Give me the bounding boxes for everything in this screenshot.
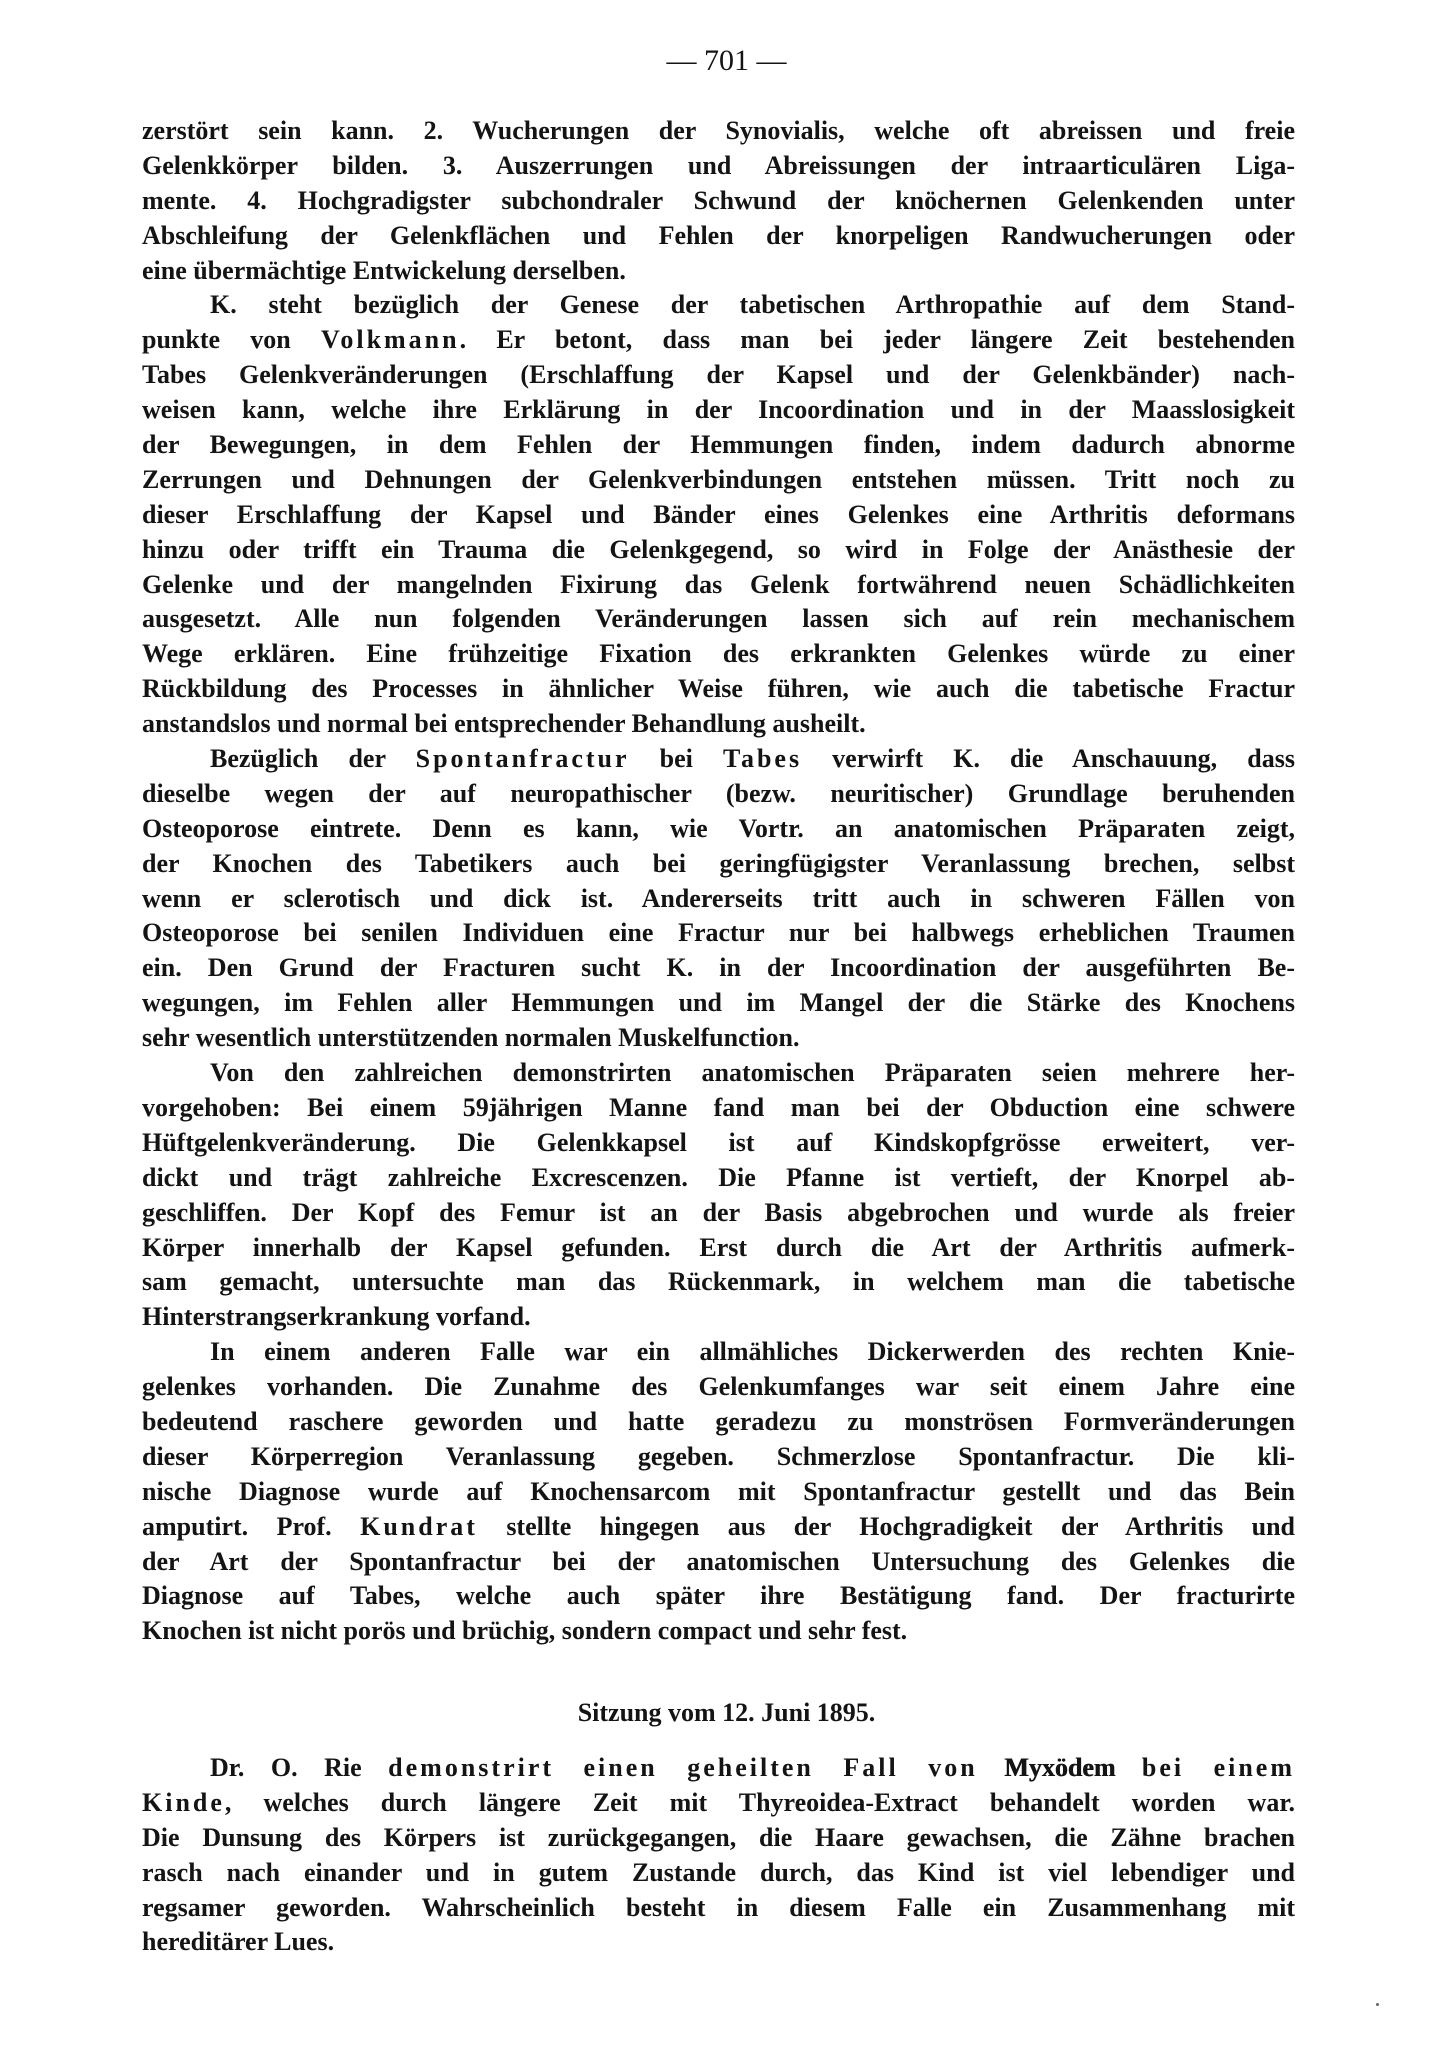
text-line bbox=[142, 1196, 1295, 1231]
text-line bbox=[142, 254, 1295, 289]
text-run: eine übermächtige Entwickelung derselben. bbox=[142, 255, 626, 285]
text-line bbox=[142, 1751, 1295, 1786]
text-run: Die Dunsung des Körpers ist zurückgegangen, die Haare gewachsen, die Zähne brachen bbox=[142, 1822, 1295, 1852]
text-run: geschliffen. Der Kopf des Femur ist an der Basis abgebrochen und wurde als freier bbox=[142, 1197, 1295, 1227]
text-run: ein. Den Grund der Fracturen sucht K. in der Incoordination der ausgeführten Be- bbox=[142, 953, 1295, 983]
text-line bbox=[142, 288, 1295, 323]
text-line bbox=[142, 463, 1295, 498]
text-line bbox=[142, 219, 1295, 254]
paragraph bbox=[142, 1335, 1295, 1649]
text-line bbox=[142, 1856, 1295, 1891]
text-run: In einem anderen Falle war ein allmähliches Dickerwerden des rechten Knie- bbox=[210, 1337, 1295, 1367]
spaced-emphasis: bei einem bbox=[1141, 1753, 1295, 1782]
text-run: dickt und trägt zahlreiche Excrescenzen. Die Pfanne ist vertieft, der Knorpel ab- bbox=[142, 1162, 1295, 1192]
text-run: Dr. O. Rie bbox=[210, 1753, 389, 1782]
text-run bbox=[1115, 1753, 1142, 1782]
text-run: der Knochen des Tabetikers auch bei geringfügigster Veranlassung brechen, selbst bbox=[142, 848, 1295, 878]
text-run: Bezüglich der bbox=[210, 744, 416, 774]
text-line bbox=[142, 1510, 1295, 1545]
text-line bbox=[142, 847, 1295, 882]
text-run: amputirt. Prof. bbox=[142, 1511, 361, 1541]
text-run: verwirft K. die Anschauung, dass bbox=[802, 744, 1295, 774]
text-run: , welches durch längere Zeit mit Thyreoidea-Extract behandelt worden war. bbox=[224, 1787, 1295, 1817]
text-line bbox=[142, 986, 1295, 1021]
text-line bbox=[142, 1021, 1295, 1056]
text-line bbox=[142, 1440, 1295, 1475]
text-run: rasch nach einander und in gutem Zustande durch, das Kind ist viel lebendiger und bbox=[142, 1857, 1295, 1887]
text-run: nische Diagnose wurde auf Knochensarcom mit Spontanfractur gestellt und das Bein bbox=[142, 1476, 1295, 1506]
spaced-emphasis: Kundrat bbox=[360, 1511, 478, 1541]
text-line bbox=[142, 1614, 1295, 1649]
text-line bbox=[142, 707, 1295, 742]
text-run: gelenkes vorhanden. Die Zunahme des Gelenkumfanges war seit einem Jahre eine bbox=[142, 1372, 1295, 1402]
text-run: Osteoporose eintrete. Denn es kann, wie Vortr. an anatomischen Präparaten zeigt, bbox=[142, 813, 1295, 843]
text-line bbox=[142, 672, 1295, 707]
text-line bbox=[142, 498, 1295, 533]
text-run: sam gemacht, untersuchte man das Rückenmark, in welchem man die tabetische bbox=[142, 1267, 1295, 1297]
text-line bbox=[142, 637, 1295, 672]
text-run: mente. 4. Hochgradigster subchondraler Schwund der knöchernen Gelenkenden unter bbox=[142, 185, 1295, 215]
paragraph bbox=[142, 1056, 1295, 1335]
paragraph bbox=[142, 114, 1295, 288]
text-run: Hüftgelenkveränderung. Die Gelenkkapsel ist auf Kindskopfgrösse erweitert, ver- bbox=[142, 1127, 1295, 1157]
text-run: Abschleifung der Gelenkflächen und Fehlen der knorpeligen Randwucherungen oder bbox=[142, 220, 1295, 250]
text-line bbox=[142, 1891, 1295, 1926]
text-run: punkte von bbox=[142, 325, 321, 355]
text-run: bedeutend raschere geworden und hatte geradezu zu monströsen Formveränderungen bbox=[142, 1406, 1295, 1436]
text-line bbox=[142, 1579, 1295, 1614]
text-run: Gelenkkörper bilden. 3. Auszerrungen und Abreissungen der intraarticulären Liga- bbox=[142, 150, 1295, 180]
text-run: K. steht bezüglich der Genese der tabetischen Arthropathie auf dem Stand- bbox=[210, 290, 1295, 320]
text-line bbox=[142, 1335, 1295, 1370]
text-line bbox=[142, 1475, 1295, 1510]
scan-speck bbox=[1376, 2003, 1379, 2006]
bold-term: Myxödem bbox=[1004, 1753, 1116, 1782]
text-run: wegungen, im Fehlen aller Hemmungen und im Mangel der die Stärke des Knochens bbox=[142, 988, 1295, 1018]
text-line bbox=[142, 951, 1295, 986]
text-run: hinzu oder trifft ein Trauma die Gelenkgegend, so wird in Folge der Anästhesie der bbox=[142, 534, 1295, 564]
text-run: Tabes Gelenkveränderungen (Erschlaffung der Kapsel und der Gelenkbänder) nach- bbox=[142, 360, 1295, 390]
session-report-text bbox=[142, 1751, 1295, 1960]
text-line bbox=[142, 323, 1295, 358]
text-run: . Er betont, dass man bei jeder längere Zeit bestehenden bbox=[459, 325, 1295, 355]
text-line bbox=[142, 602, 1295, 637]
paragraph bbox=[142, 742, 1295, 1056]
text-run: Körper innerhalb der Kapsel gefunden. Erst durch die Art der Arthritis aufmerk- bbox=[142, 1232, 1295, 1262]
text-run: Hinterstrangserkrankung vorfand. bbox=[142, 1302, 531, 1332]
text-line bbox=[142, 1786, 1295, 1821]
text-run: stellte hingegen aus der Hochgradigkeit der Arthritis und bbox=[477, 1511, 1295, 1541]
text-run: sehr wesentlich unterstützenden normalen Muskelfunction. bbox=[142, 1023, 800, 1053]
text-line bbox=[142, 1231, 1295, 1266]
text-line bbox=[142, 1821, 1295, 1856]
text-line bbox=[142, 1405, 1295, 1440]
text-line bbox=[142, 358, 1295, 393]
text-line bbox=[142, 1265, 1295, 1300]
text-line bbox=[142, 1161, 1295, 1196]
text-line bbox=[142, 1126, 1295, 1161]
text-run: Osteoporose bei senilen Individuen eine Fractur nur bei halbwegs erheblichen Traumen bbox=[142, 918, 1295, 948]
text-run: Gelenke und der mangelnden Fixirung das Gelenk fortwährend neuen Schädlichkeiten bbox=[142, 569, 1295, 599]
text-run: Rückbildung des Processes in ähnlicher Weise führen, wie auch die tabetische Fractur bbox=[142, 674, 1295, 704]
text-run: dieselbe wegen der auf neuropathischer (bezw. neuritischer) Grundlage beruhenden bbox=[142, 778, 1295, 808]
text-run: weisen kann, welche ihre Erklärung in der Incoordination und in der Maasslosigkeit bbox=[142, 395, 1295, 425]
text-line bbox=[142, 149, 1295, 184]
text-line bbox=[142, 916, 1295, 951]
spaced-emphasis: Spontanfractur bbox=[415, 744, 630, 774]
text-line bbox=[142, 777, 1295, 812]
text-run: Knochen ist nicht porös und brüchig, sondern compact und sehr fest. bbox=[142, 1616, 908, 1646]
text-line bbox=[142, 1370, 1295, 1405]
text-line bbox=[142, 1091, 1295, 1126]
text-run: anstandslos und normal bei entsprechender Behandlung ausheilt. bbox=[142, 709, 866, 739]
text-line bbox=[142, 1925, 1295, 1960]
text-run: vorgehoben: Bei einem 59jährigen Manne fand man bei der Obduction eine schwere bbox=[142, 1092, 1295, 1122]
text-run: dieser Erschlaffung der Kapsel und Bänder eines Gelenkes eine Arthritis deformans bbox=[142, 499, 1295, 529]
report-body-text bbox=[142, 114, 1295, 1649]
section-heading: Sitzung vom 12. Juni 1895. bbox=[577, 1698, 876, 1727]
text-line bbox=[142, 812, 1295, 847]
spaced-emphasis: Tabes bbox=[722, 744, 803, 774]
spaced-emphasis: Volkmann bbox=[320, 325, 460, 355]
text-line bbox=[142, 1545, 1295, 1580]
text-run bbox=[978, 1753, 1005, 1782]
paragraph bbox=[142, 1751, 1295, 1960]
text-run: der Art der Spontanfractur bei der anatomischen Untersuchung des Gelenkes die bbox=[142, 1546, 1295, 1576]
text-run: der Bewegungen, in dem Fehlen der Hemmungen finden, indem dadurch abnorme bbox=[142, 430, 1295, 460]
text-line bbox=[142, 184, 1295, 219]
text-run: Diagnose auf Tabes, welche auch später ihre Bestätigung fand. Der fracturirte bbox=[142, 1581, 1295, 1611]
text-line bbox=[142, 1056, 1295, 1091]
text-line bbox=[142, 114, 1295, 149]
spaced-emphasis: demonstrirt einen geheilten Fall von bbox=[388, 1753, 978, 1782]
text-run: zerstört sein kann. 2. Wucherungen der Synovialis, welche oft abreissen und freie bbox=[142, 116, 1295, 145]
text-line bbox=[142, 393, 1295, 428]
text-line bbox=[142, 568, 1295, 603]
text-run: regsamer geworden. Wahrscheinlich besteht in diesem Falle ein Zusammenhang mit bbox=[142, 1892, 1295, 1922]
text-line bbox=[142, 882, 1295, 917]
text-line bbox=[142, 533, 1295, 568]
text-run: Wege erklären. Eine frühzeitige Fixation des erkrankten Gelenkes würde zu einer bbox=[142, 639, 1295, 669]
text-run: dieser Körperregion Veranlassung gegeben. Schmerzlose Spontanfractur. Die kli- bbox=[142, 1441, 1295, 1471]
text-run: bei bbox=[629, 744, 723, 774]
text-run: ausgesetzt. Alle nun folgenden Veränderungen lassen sich auf rein mechanischem bbox=[142, 604, 1295, 634]
text-line bbox=[142, 428, 1295, 463]
text-line bbox=[142, 742, 1295, 777]
text-run: Zerrungen und Dehnungen der Gelenkverbindungen entstehen müssen. Tritt noch zu bbox=[142, 464, 1295, 494]
text-run: Von den zahlreichen demonstrirten anatomischen Präparaten seien mehrere her- bbox=[210, 1058, 1295, 1088]
text-run: wenn er sclerotisch und dick ist. Andererseits tritt auch in schweren Fällen von bbox=[142, 883, 1295, 913]
spaced-emphasis: Kinde bbox=[142, 1787, 225, 1817]
page-number: — 701 — bbox=[666, 44, 787, 77]
paragraph bbox=[142, 288, 1295, 742]
text-line bbox=[142, 1300, 1295, 1335]
text-run: hereditärer Lues. bbox=[142, 1927, 335, 1957]
